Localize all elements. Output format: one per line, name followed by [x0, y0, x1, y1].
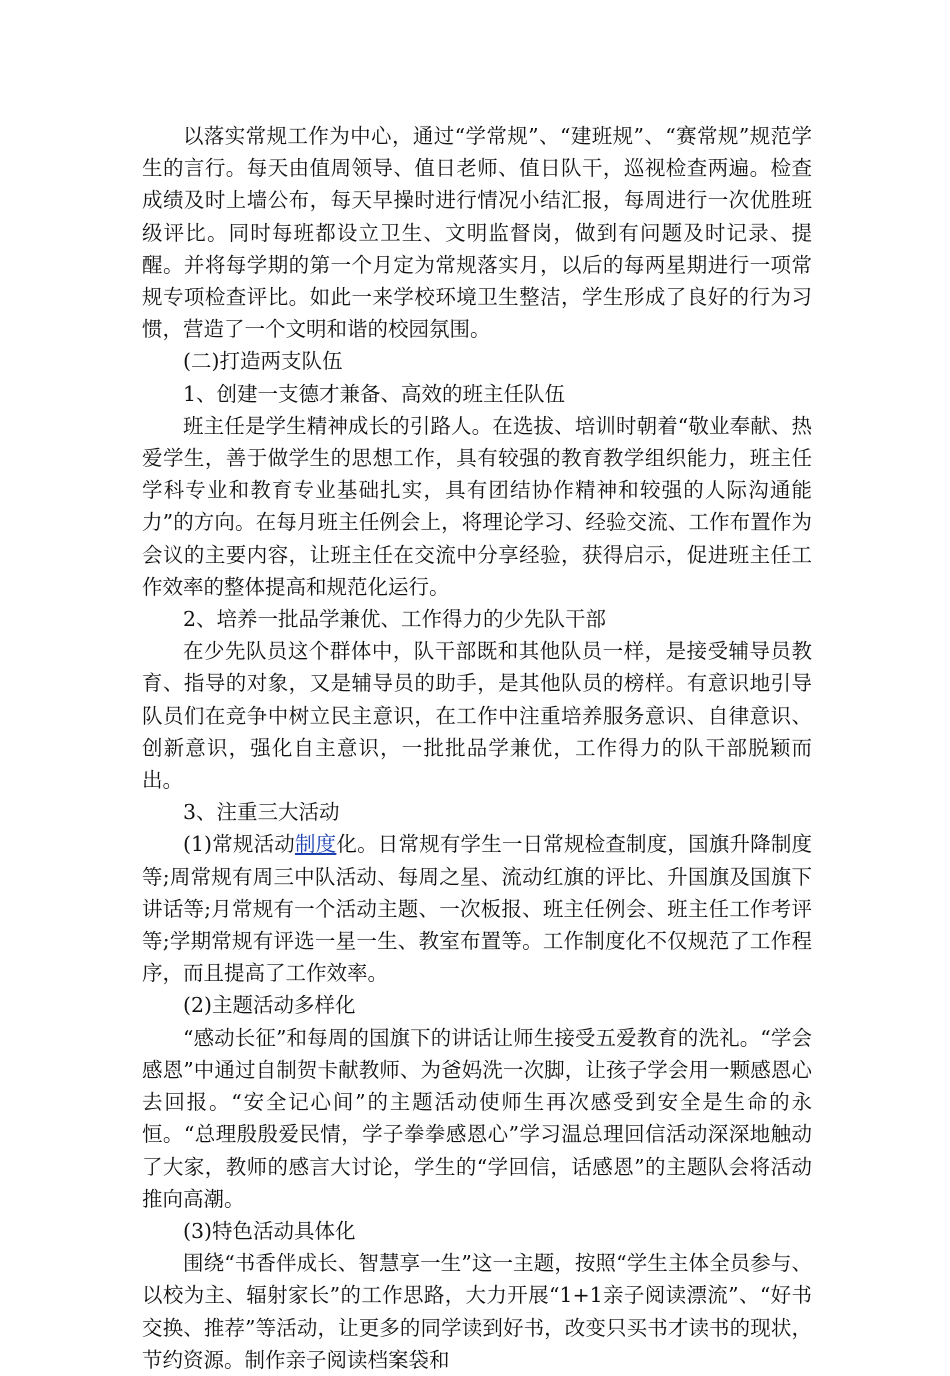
routine-activities-body: 化。日常规有学生一日常规检查制度，国旗升降制度等;周常规有周三中队活动、每周之星、流动红旗的评比、升国旗及国旗下讲话等;月常规有一个活动主题、一次板报、班主任例会、班主任工作考评等;学期常规有评选一星一生、教室布置等。工作制度化不仅规范了工作程序，而且提高了工作效率。: [142, 832, 813, 986]
paragraph-routine-activities: [142, 828, 812, 989]
subheading-head-teachers: 1、创建一支德才兼备、高效的班主任队伍: [183, 381, 566, 406]
subheading-three-activities: 3、注重三大活动: [183, 800, 340, 825]
document-page: [142, 120, 812, 1376]
subheading-pioneer-cadres: 2、培养一批品学兼优、工作得力的少先队干部: [183, 607, 607, 632]
paragraph-pioneer-cadres: 在少先队员这个群体中，队干部既和其他队员一样，是接受辅导员教育、指导的对象，又是辅导员的助手，是其他队员的榜样。有意识地引导队员们在竞争中树立民主意识，在工作中注重培养服务意识、自律意识、创新意识，强化自主意识，一批批品学兼优，工作得力的队干部脱颖而出。: [142, 639, 812, 793]
paragraph-routine-work: 以落实常规工作为中心，通过“学常规”、“建班规”、“赛常规”规范学生的言行。每天由值周领导、值日老师、值日队干，巡视检查两遍。检查成绩及时上墙公布，每天早操时进行情况小结汇报，每周进行一次优胜班级评比。同时每班都设立卫生、文明监督岗，做到有问题及时记录、提醒。并将每学期的第一个月定为常规落实月，以后的每两星期进行一项常规专项检查评比。如此一来学校环境卫生整洁，学生形成了良好的行为习惯，营造了一个文明和谐的校园氛围。: [142, 124, 812, 342]
paragraph-theme-activities: “感动长征”和每周的国旗下的讲话让师生接受五爱教育的洗礼。“学会感恩”中通过自制贺卡献教师、为爸妈洗一次脚，让孩子学会用一颗感恩心去回报。“安全记心间”的主题活动使师生再次感受到安全是生命的永恒。“总理殷殷爱民情，学子拳拳感恩心”学习温总理回信活动深深地触动了大家，教师的感言大讨论，学生的“学回信，话感恩”的主题队会将活动推向高潮。: [142, 1025, 812, 1211]
system-link[interactable]: 制度: [294, 832, 337, 857]
subheading-special-activities: (3)特色活动具体化: [183, 1218, 356, 1243]
routine-activities-lead: (1)常规活动: [183, 832, 295, 857]
subheading-theme-activities: (2)主题活动多样化: [183, 993, 356, 1018]
section-heading-two-teams: (二)打造两支队伍: [183, 349, 343, 374]
paragraph-special-activities: 围绕“书香伴成长、智慧享一生”这一主题，按照“学生主体全员参与、以校为主、辐射家长”的工作思路，大力开展“1+1亲子阅读漂流”、“好书交换、推荐”等活动，让更多的同学读到好书，改变只买书才读书的现状，节约资源。制作亲子阅读档案袋和: [142, 1251, 812, 1372]
paragraph-head-teachers: 班主任是学生精神成长的引路人。在选拔、培训时朝着“敬业奉献、热爱学生，善于做学生的思想工作，具有较强的教育教学组织能力，班主任学科专业和教育专业基础扎实，具有团结协作精神和较强的人际沟通能力”的方向。在每月班主任例会上，将理论学习、经验交流、工作布置作为会议的主要内容，让班主任在交流中分享经验，获得启示，促进班主任工作效率的整体提高和规范化运行。: [142, 413, 812, 599]
